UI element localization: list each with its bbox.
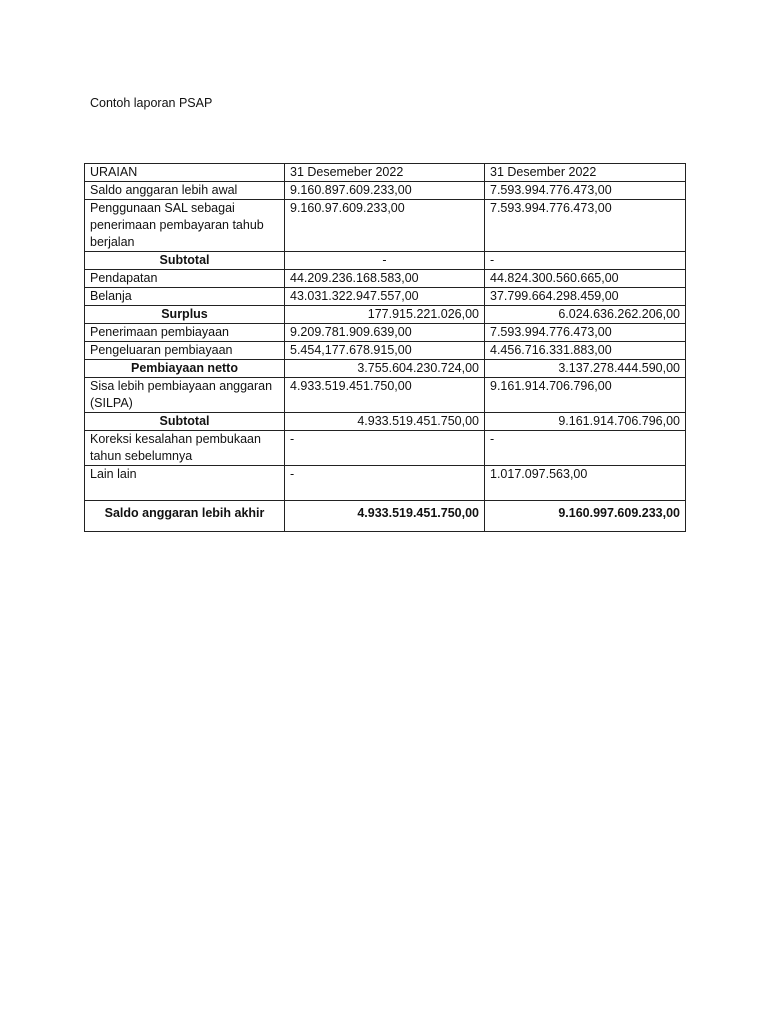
row-value-2: 37.799.664.298.459,00 — [485, 288, 686, 306]
row-label: Pengeluaran pembiayaan — [85, 342, 285, 360]
row-label: Subtotal — [85, 413, 285, 431]
subtotal-row — [85, 413, 686, 431]
row-label: Penerimaan pembiayaan — [85, 324, 285, 342]
row-label: Pembiayaan netto — [85, 360, 285, 378]
row-value-1: 3.755.604.230.724,00 — [285, 360, 485, 378]
header-period-1: 31 Desemeber 2022 — [285, 164, 485, 182]
row-value-2: 9.160.997.609.233,00 — [485, 501, 686, 532]
row-value-2: - — [485, 252, 686, 270]
row-value-1: 4.933.519.451.750,00 — [285, 501, 485, 532]
row-label: Penggunaan SAL sebagai penerimaan pembayaran tahub berjalan — [85, 200, 285, 252]
row-label: Saldo anggaran lebih awal — [85, 182, 285, 200]
surplus-row — [85, 306, 686, 324]
row-value-1: 44.209.236.168.583,00 — [285, 270, 485, 288]
row-value-1: 177.915.221.026,00 — [285, 306, 485, 324]
row-value-2: 9.161.914.706.796,00 — [485, 413, 686, 431]
row-label: Subtotal — [85, 252, 285, 270]
row-value-2: 6.024.636.262.206,00 — [485, 306, 686, 324]
pembiayaan-netto-row — [85, 360, 686, 378]
table-row — [85, 431, 686, 466]
row-label: Surplus — [85, 306, 285, 324]
row-value-2: 1.017.097.563,00 — [485, 466, 686, 501]
table-row — [85, 466, 686, 501]
row-value-1: 9.160.897.609.233,00 — [285, 182, 485, 200]
table-header-row — [85, 164, 686, 182]
report-table — [84, 163, 686, 532]
row-value-2: 7.593.994.776.473,00 — [485, 324, 686, 342]
table-row — [85, 288, 686, 306]
header-uraian: URAIAN — [85, 164, 285, 182]
row-value-1: 5.454,177.678.915,00 — [285, 342, 485, 360]
table-row — [85, 378, 686, 413]
table-row — [85, 200, 686, 252]
row-value-1: 43.031.322.947.557,00 — [285, 288, 485, 306]
row-label: Pendapatan — [85, 270, 285, 288]
row-value-2: - — [485, 431, 686, 466]
row-label: Belanja — [85, 288, 285, 306]
row-value-1: - — [285, 431, 485, 466]
row-value-1: 4.933.519.451.750,00 — [285, 413, 485, 431]
header-period-2: 31 Desember 2022 — [485, 164, 686, 182]
table-row — [85, 324, 686, 342]
row-value-2: 9.161.914.706.796,00 — [485, 378, 686, 413]
row-value-1: 4.933.519.451.750,00 — [285, 378, 485, 413]
row-value-2: 4.456.716.331.883,00 — [485, 342, 686, 360]
row-label: Sisa lebih pembiayaan anggaran (SILPA) — [85, 378, 285, 413]
subtotal-row — [85, 252, 686, 270]
row-value-1: 9.160.97.609.233,00 — [285, 200, 485, 252]
table-row — [85, 342, 686, 360]
row-value-2: 7.593.994.776.473,00 — [485, 200, 686, 252]
row-value-2: 3.137.278.444.590,00 — [485, 360, 686, 378]
row-label: Lain lain — [85, 466, 285, 501]
row-label: Saldo anggaran lebih akhir — [85, 501, 285, 532]
row-value-1: 9.209.781.909.639,00 — [285, 324, 485, 342]
table-row — [85, 182, 686, 200]
table-row — [85, 270, 686, 288]
row-value-1: - — [285, 466, 485, 501]
row-value-2: 7.593.994.776.473,00 — [485, 182, 686, 200]
row-label: Koreksi kesalahan pembukaan tahun sebelumnya — [85, 431, 285, 466]
final-total-row — [85, 501, 686, 532]
page-title: Contoh laporan PSAP — [90, 96, 213, 110]
row-value-2: 44.824.300.560.665,00 — [485, 270, 686, 288]
row-value-1: - — [285, 252, 485, 270]
